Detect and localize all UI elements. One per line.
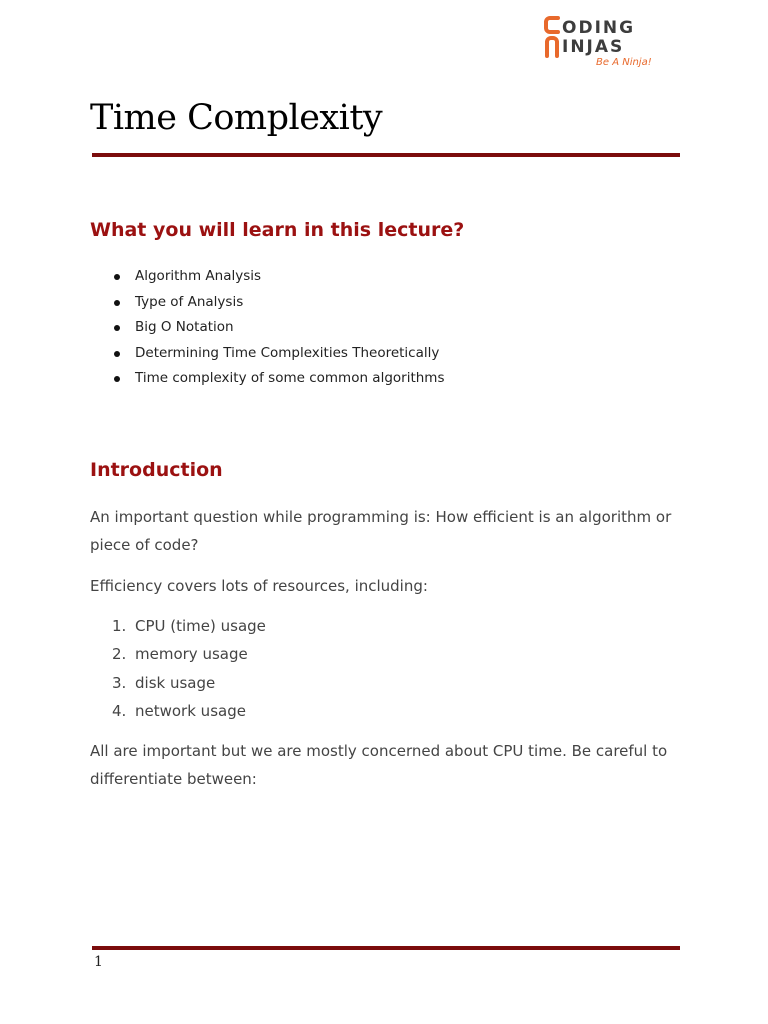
list-number: 3. <box>112 673 127 692</box>
list-item <box>90 366 445 392</box>
logo-graphic <box>544 14 662 70</box>
bullet-icon <box>114 376 120 382</box>
list-item-text: CPU (time) usage <box>135 617 266 635</box>
bullet-icon <box>114 300 120 306</box>
bullet-icon <box>114 351 120 357</box>
list-item-text: memory usage <box>135 645 248 664</box>
list-item <box>90 290 445 316</box>
bullet-icon <box>114 274 120 280</box>
list-number: 2. <box>112 645 127 664</box>
logo-text-top: ODING <box>562 18 636 38</box>
learn-heading: What you will learn in this lecture? <box>90 219 465 241</box>
page-number: 1 <box>94 954 103 970</box>
list-item <box>90 669 266 697</box>
logo-text-bottom: INJAS <box>562 37 625 57</box>
bullet-icon <box>114 325 120 331</box>
list-item <box>90 315 445 341</box>
coding-ninjas-logo <box>544 14 662 70</box>
list-item-text: Type of Analysis <box>135 293 244 310</box>
list-item <box>90 341 445 367</box>
list-item-text: Big O Notation <box>135 319 234 335</box>
list-number: 1. <box>112 617 127 635</box>
list-item-text: network usage <box>135 701 246 720</box>
list-item <box>90 697 266 725</box>
efficiency-paragraph: Efficiency covers lots of resources, including: <box>90 577 428 595</box>
list-item <box>90 612 266 640</box>
logo-tagline: Be A Ninja! <box>596 57 652 68</box>
list-item-text: Time complexity of some common algorithms <box>135 370 445 386</box>
introduction-heading: Introduction <box>90 459 223 481</box>
intro-paragraph: An important question while programming is: How efficient is an algorithm or piece of code? <box>90 508 672 554</box>
list-number: 4. <box>112 701 127 720</box>
list-item-text: Determining Time Complexities Theoretically <box>135 344 440 361</box>
cpu-time-paragraph: All are important but we are mostly concerned about CPU time. Be careful to differentiate between: <box>90 742 668 788</box>
title-divider <box>92 153 680 157</box>
list-item-text: disk usage <box>135 673 216 692</box>
footer-divider <box>92 946 680 950</box>
list-item <box>90 640 266 668</box>
page-title: Time Complexity <box>90 98 383 138</box>
resources-list <box>90 612 266 725</box>
list-item-text: Algorithm Analysis <box>135 268 262 284</box>
learn-list <box>90 264 445 392</box>
list-item <box>90 264 445 290</box>
